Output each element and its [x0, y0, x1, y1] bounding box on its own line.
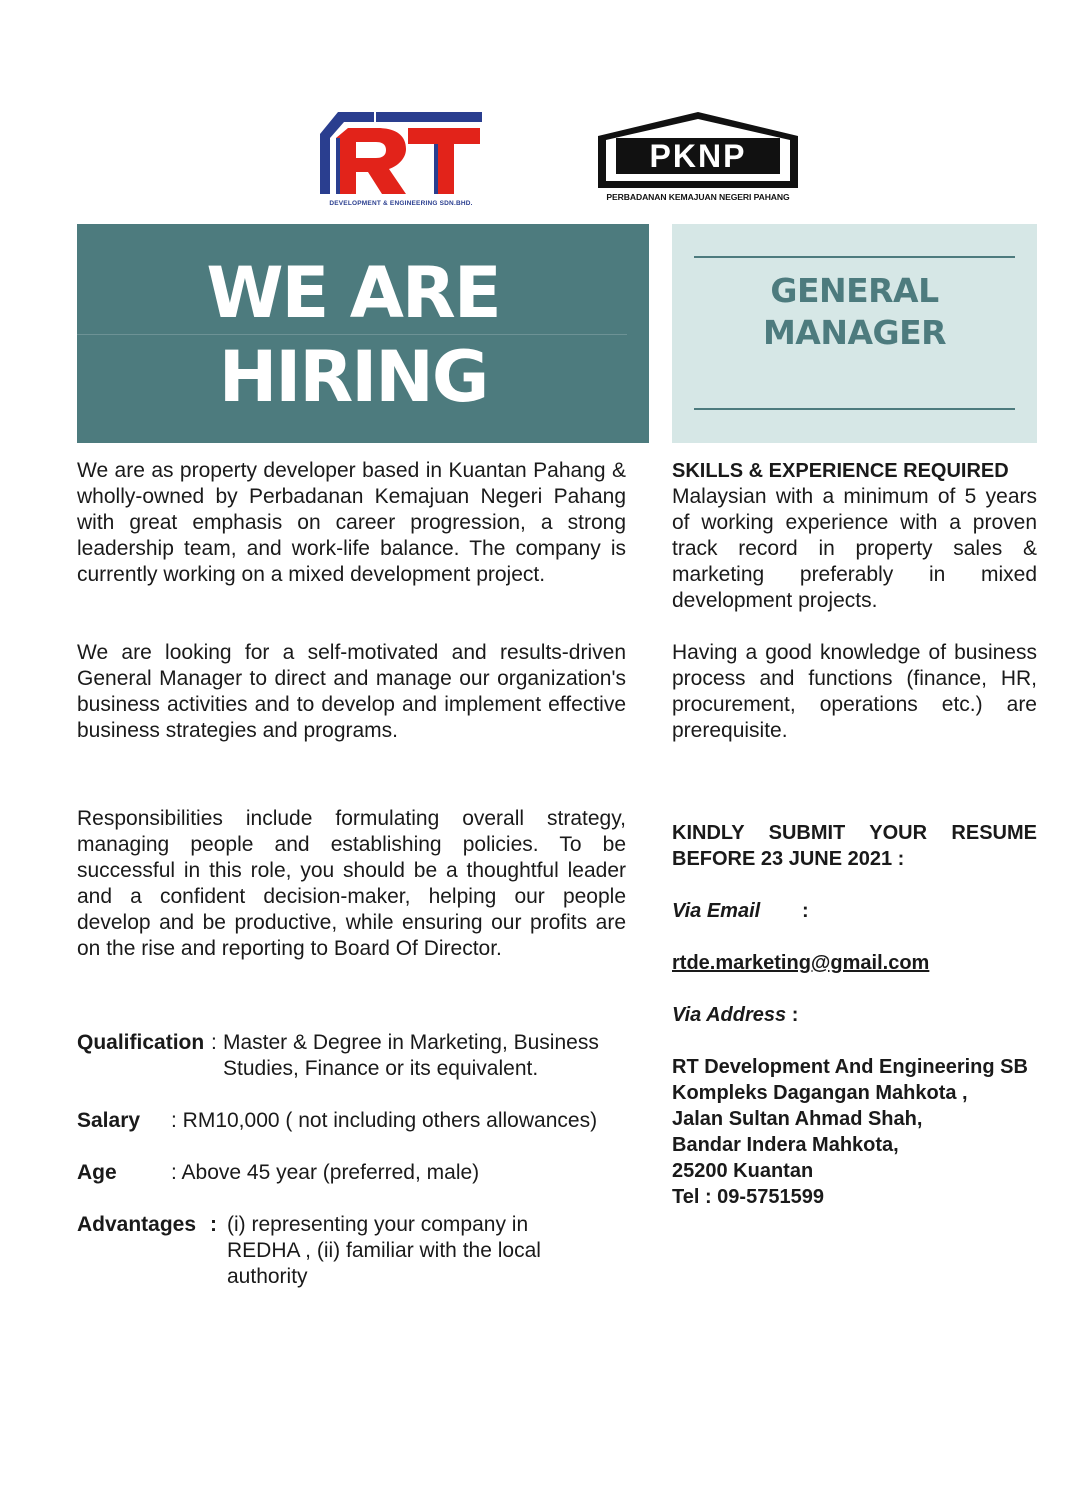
hiring-divider: [77, 334, 627, 335]
pknp-logo-text: PKNP: [649, 138, 747, 174]
qualification-label: Qualification: [77, 1031, 205, 1054]
email-link[interactable]: rtde.marketing@gmail.com: [672, 952, 930, 974]
hiring-line-1: WE ARE: [206, 252, 500, 334]
address-line: Bandar Indera Mahkota,: [672, 1134, 899, 1156]
position-rule-bottom: [694, 408, 1015, 410]
address-block: [672, 1054, 1037, 1210]
address-label: Via Address: [672, 1004, 787, 1026]
knowledge-paragraph: Having a good knowledge of business process and functions (finance, HR, procurement, operations etc.) are prerequisite.: [672, 641, 1037, 742]
intro-paragraph: We are as property developer based in Kuantan Pahang & wholly-owned by Perbadanan Kemajuan Negeri Pahang with great emphasis on career progression, a strong leadership team, and work-life balance. The company is currently working on a mixed development project.: [77, 459, 626, 586]
advantages-value: (i) representing your company in REDHA , (ii) familiar with the local authority: [227, 1213, 541, 1288]
address-line: RT Development And Engineering SB: [672, 1056, 1028, 1078]
phone-line: Tel : 09-5751599: [672, 1186, 824, 1208]
pknp-logo: [596, 110, 800, 206]
advantages-label: Advantages: [77, 1213, 197, 1236]
qualification-colon: :: [211, 1031, 217, 1054]
email-label-row: [672, 898, 809, 924]
skills-heading: SKILLS & EXPERIENCE REQUIRED: [672, 460, 1009, 482]
salary-value: : RM10,000 ( not including others allowances): [171, 1109, 598, 1132]
age-label: Age: [77, 1161, 117, 1184]
email-label: Via Email: [672, 900, 761, 922]
skills-paragraph: Malaysian with a minimum of 5 years of working experience with a proven track record in property sales & marketing preferably in mixed development projects.: [672, 485, 1037, 612]
pknp-logo-mark: [596, 110, 800, 190]
age-value: : Above 45 year (preferred, male): [171, 1161, 480, 1184]
rt-logo: [316, 108, 486, 212]
address-line: Jalan Sultan Ahmad Shah,: [672, 1108, 923, 1130]
submit-instruction: KINDLY SUBMIT YOUR RESUME BEFORE 23 JUNE 2021 :: [672, 822, 1037, 870]
address-label-row: [672, 1002, 798, 1028]
position-banner: [672, 224, 1037, 443]
responsibilities-paragraph: Responsibilities include formulating overall strategy, managing people and establishing policies. To be successful in this role, you should be a thoughtful leader and a confident decision-maker, helping our people develop and be productive, while ensuring our profits are on the rise and reporting to Board Of Director.: [77, 807, 626, 960]
looking-for-paragraph: We are looking for a self-motivated and results-driven General Manager to direct and manage our organization's business activities and to develop and implement effective business strategies and programs.: [77, 641, 626, 742]
position-title-line-1: GENERAL: [770, 271, 939, 310]
address-line: Kompleks Dagangan Mahkota ,: [672, 1082, 968, 1104]
position-title-line-2: MANAGER: [762, 313, 947, 352]
pknp-logo-tagline: PERBADANAN KEMAJUAN NEGERI PAHANG: [606, 192, 790, 202]
advantages-colon: :: [210, 1213, 217, 1236]
rt-logo-mark: [316, 108, 486, 200]
salary-label: Salary: [77, 1109, 141, 1132]
rt-logo-tagline: DEVELOPMENT & ENGINEERING SDN.BHD.: [329, 200, 473, 207]
qualification-value: Master & Degree in Marketing, Business Studies, Finance or its equivalent.: [223, 1031, 599, 1080]
address-colon: :: [791, 1004, 799, 1026]
we-are-hiring-banner: [77, 224, 649, 443]
email-colon: :: [802, 900, 809, 922]
hiring-line-2: HIRING: [218, 336, 488, 418]
position-rule-top: [694, 256, 1015, 258]
address-line: 25200 Kuantan: [672, 1160, 814, 1182]
